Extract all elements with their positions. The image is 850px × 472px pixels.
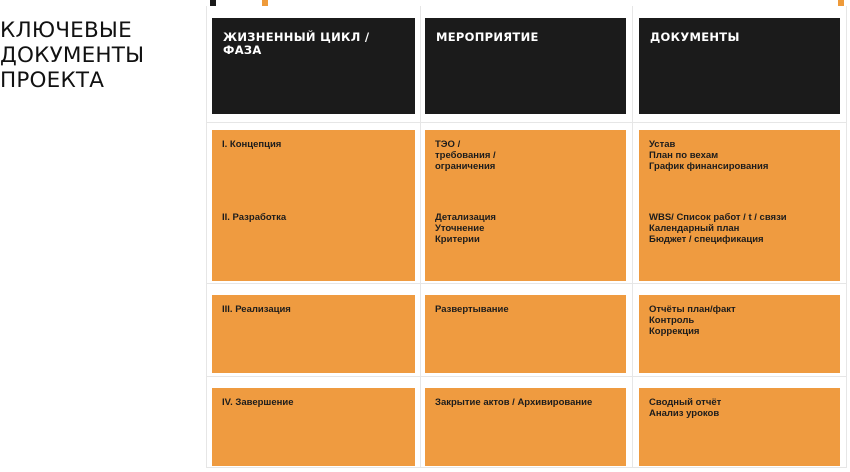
phase-cell bbox=[212, 203, 415, 281]
grid-line bbox=[420, 6, 421, 468]
phase-label: III. Реализация bbox=[222, 304, 291, 315]
document-line: Коррекция bbox=[649, 326, 700, 337]
phase-cell bbox=[212, 295, 415, 373]
document-line: Устав bbox=[649, 139, 676, 150]
document-line: WBS/ Список работ / t / связи bbox=[649, 212, 787, 223]
documents-cell bbox=[639, 388, 840, 466]
document-line: План по вехам bbox=[649, 150, 719, 161]
grid-line bbox=[206, 122, 846, 123]
activity-line: Уточнение bbox=[435, 223, 485, 234]
documents-cell bbox=[639, 130, 840, 208]
activity-line: ограничения bbox=[435, 161, 496, 172]
grid-line bbox=[632, 6, 633, 468]
accent-bar-orange bbox=[262, 0, 268, 6]
activity-cell bbox=[425, 295, 626, 373]
activity-line: Критерии bbox=[435, 234, 480, 245]
document-line: График финансирования bbox=[649, 161, 769, 172]
grid-line bbox=[846, 6, 847, 468]
grid-line bbox=[206, 283, 846, 284]
activity-line: Детализация bbox=[435, 212, 496, 223]
title-line: КЛЮЧЕВЫЕ bbox=[0, 18, 132, 43]
document-line: Контроль bbox=[649, 315, 695, 326]
document-line: Отчёты план/факт bbox=[649, 304, 736, 315]
phase-label: IV. Завершение bbox=[222, 397, 294, 408]
document-line: Анализ уроков bbox=[649, 408, 720, 419]
grid-line bbox=[206, 467, 846, 468]
phase-label: I. Концепция bbox=[222, 139, 282, 150]
accent-bar-orange-right bbox=[838, 0, 844, 6]
documents-cell bbox=[639, 295, 840, 373]
document-line: Сводный отчёт bbox=[649, 397, 722, 408]
grid-line bbox=[206, 376, 846, 377]
grid-line bbox=[206, 6, 207, 468]
document-line: Календарный план bbox=[649, 223, 740, 234]
activity-line: Закрытие актов / Архивирование bbox=[435, 397, 593, 408]
title-line: ПРОЕКТА bbox=[0, 68, 105, 93]
activity-cell bbox=[425, 388, 626, 466]
phase-cell bbox=[212, 388, 415, 466]
activity-line: Развертывание bbox=[435, 304, 509, 315]
activity-line: ТЭО / bbox=[435, 139, 461, 150]
header-lifecycle-phase: ЖИЗНЕННЫЙ ЦИКЛ / ФАЗА bbox=[212, 18, 415, 114]
title-line: ДОКУМЕНТЫ bbox=[0, 43, 145, 68]
accent-bar-dark bbox=[210, 0, 216, 6]
documents-cell bbox=[639, 203, 840, 281]
activity-cell bbox=[425, 130, 626, 208]
document-line: Бюджет / спецификация bbox=[649, 234, 764, 245]
activity-line: требования / bbox=[435, 150, 496, 161]
header-activity: МЕРОПРИЯТИЕ bbox=[425, 18, 626, 114]
header-documents: ДОКУМЕНТЫ bbox=[639, 18, 840, 114]
activity-cell bbox=[425, 203, 626, 281]
page-title bbox=[0, 18, 200, 93]
phase-cell bbox=[212, 130, 415, 208]
phase-label: II. Разработка bbox=[222, 212, 287, 223]
